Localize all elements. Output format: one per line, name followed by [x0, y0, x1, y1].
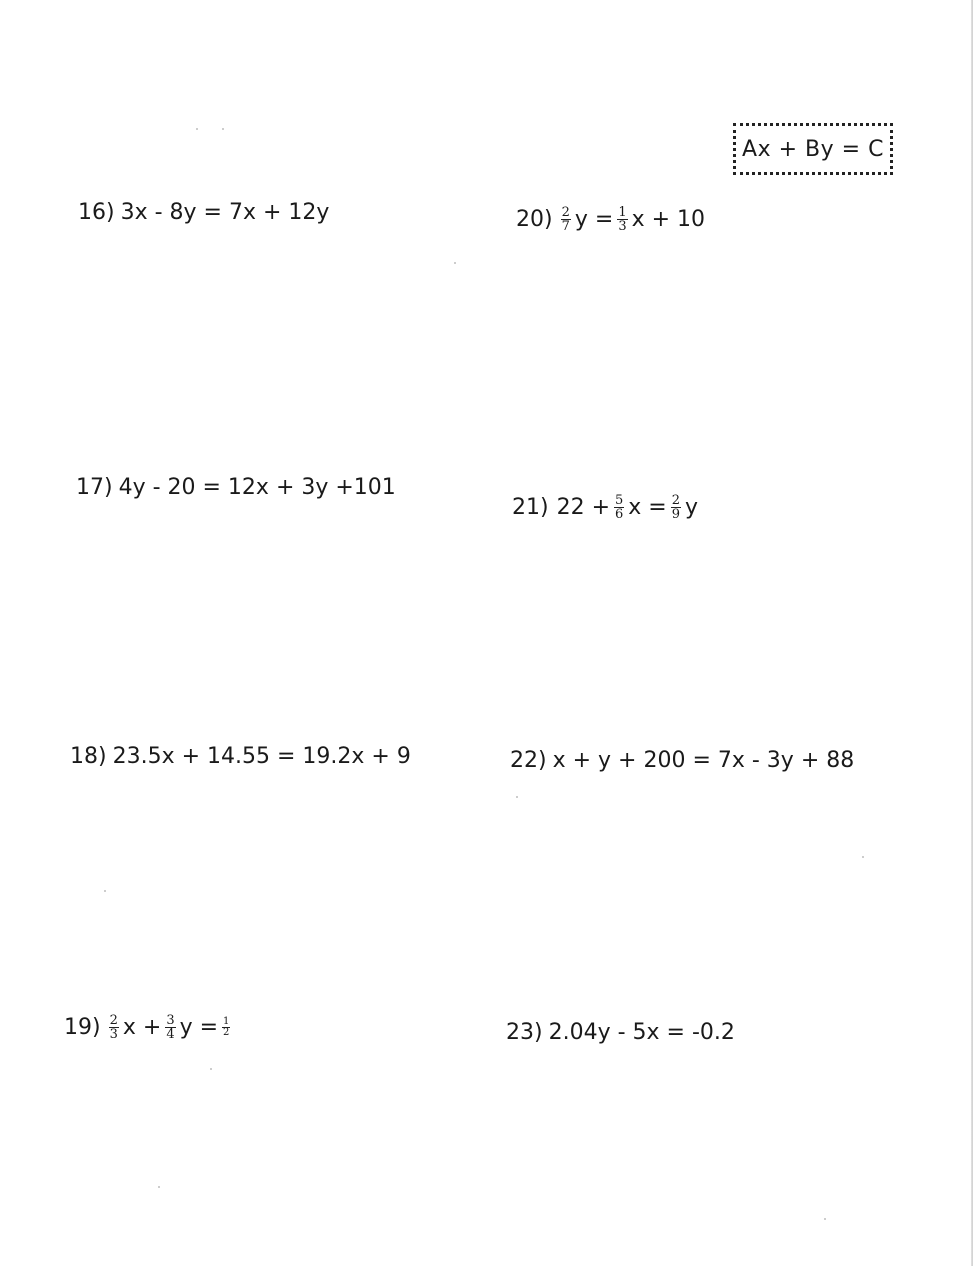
- numerator: 1: [618, 205, 627, 220]
- fraction: [109, 1014, 119, 1041]
- equation: 23.5x + 14.55 = 19.2x + 9: [112, 744, 411, 769]
- fraction: [165, 1014, 175, 1041]
- scan-speck: [210, 1068, 212, 1070]
- fraction: [671, 494, 681, 521]
- denominator: 7: [561, 219, 570, 234]
- equation: x + y + 200 = 7x - 3y + 88: [552, 748, 855, 773]
- problem-number: 19): [64, 1015, 101, 1040]
- scan-speck: [222, 128, 224, 130]
- problem-23: [506, 1020, 735, 1045]
- equation-part: x +: [122, 1015, 162, 1040]
- fraction: [222, 1017, 230, 1038]
- equation-part: y: [685, 495, 699, 520]
- equation-part: x + 10: [631, 207, 706, 232]
- standard-form-box: [733, 123, 893, 175]
- numerator: 5: [615, 493, 624, 508]
- problem-number: 18): [70, 744, 107, 769]
- problem-21: [512, 494, 700, 521]
- fraction: [617, 206, 627, 233]
- problem-number: 17): [76, 475, 113, 500]
- problem-16: [78, 200, 329, 225]
- scan-speck: [104, 890, 106, 892]
- numerator: 1: [223, 1016, 230, 1027]
- numerator: 2: [671, 493, 681, 508]
- denominator: 2: [223, 1027, 230, 1038]
- problem-22: [510, 748, 854, 773]
- numerator: 3: [166, 1013, 175, 1028]
- equation-part: y =: [574, 207, 614, 232]
- equation-part: x =: [628, 495, 667, 520]
- problem-number: 20): [516, 207, 553, 232]
- problem-18: [70, 744, 411, 769]
- numerator: 2: [109, 1013, 118, 1028]
- scan-speck: [196, 128, 198, 130]
- problem-number: 21): [512, 495, 549, 520]
- denominator: 6: [615, 507, 624, 522]
- problem-number: 23): [506, 1020, 543, 1045]
- fraction: [561, 206, 571, 233]
- scan-speck: [158, 1186, 160, 1188]
- equation-part: 22 +: [556, 495, 610, 520]
- page-edge: [971, 0, 973, 1266]
- numerator: 2: [561, 205, 570, 220]
- equation: 3x - 8y = 7x + 12y: [120, 200, 330, 225]
- equation-part: y =: [179, 1015, 219, 1040]
- equation: 4y - 20 = 12x + 3y +101: [118, 475, 396, 500]
- problem-20: [516, 206, 707, 233]
- equation: 2.04y - 5x = -0.2: [548, 1020, 735, 1045]
- denominator: 3: [109, 1027, 118, 1042]
- fraction: [614, 494, 624, 521]
- denominator: 9: [671, 507, 681, 522]
- denominator: 3: [618, 219, 627, 234]
- problem-number: 16): [78, 200, 115, 225]
- scan-speck: [824, 1218, 826, 1220]
- problem-19: [64, 1014, 232, 1041]
- denominator: 4: [166, 1027, 175, 1042]
- standard-form-label: Ax + By = C: [742, 136, 884, 162]
- problem-17: [76, 475, 396, 500]
- scan-speck: [862, 856, 864, 858]
- scan-speck: [516, 796, 518, 798]
- scan-speck: [454, 262, 456, 264]
- problem-number: 22): [510, 748, 547, 773]
